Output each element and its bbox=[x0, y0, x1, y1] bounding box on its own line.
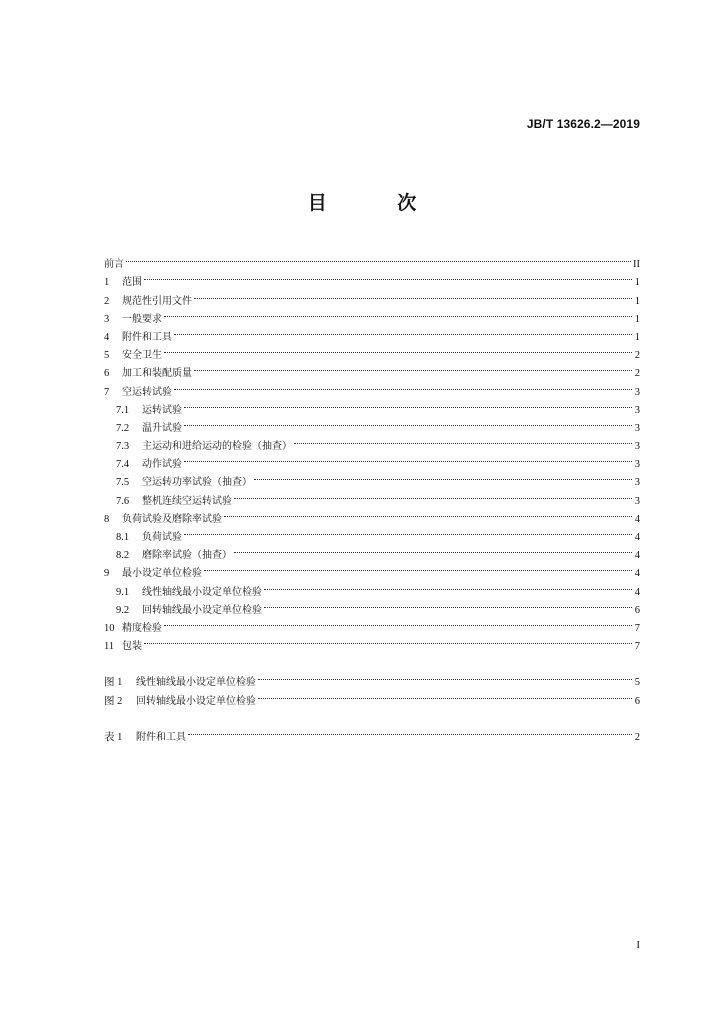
toc-dot-leader bbox=[234, 485, 632, 503]
toc-entry-label: 线性轴线最小设定单位检验 bbox=[142, 586, 262, 598]
toc-entry-label: 动作试验 bbox=[142, 459, 182, 471]
toc-dot-leader bbox=[184, 522, 632, 540]
toc-entry[interactable] bbox=[104, 449, 640, 471]
toc-entry[interactable] bbox=[104, 667, 640, 689]
toc-entry-page: 1 bbox=[634, 277, 640, 289]
toc-dot-leader bbox=[126, 249, 631, 267]
toc-dot-leader bbox=[258, 667, 632, 685]
toc-dot-leader bbox=[174, 322, 632, 340]
toc-sections bbox=[104, 249, 640, 653]
toc-entry-number: 3 bbox=[104, 313, 110, 325]
toc-entry-page: 2 bbox=[634, 368, 640, 380]
toc-entry-number: 2 bbox=[104, 295, 110, 307]
toc-entry-label: 附件和工具 bbox=[122, 331, 172, 343]
toc-entry-page: 4 bbox=[634, 532, 640, 543]
toc-spacer bbox=[104, 649, 640, 667]
toc-entry-number: 图 2 bbox=[104, 695, 123, 707]
toc-entry-page: 3 bbox=[634, 441, 640, 453]
toc-entry-page: 3 bbox=[634, 477, 640, 489]
toc-entry[interactable] bbox=[104, 431, 640, 453]
toc-entry[interactable] bbox=[104, 413, 640, 434]
toc-entry-label: 安全卫生 bbox=[122, 350, 162, 362]
toc-entry-number: 7.1 bbox=[116, 404, 130, 416]
toc-dot-leader bbox=[144, 631, 632, 649]
toc-entry-number: 7.2 bbox=[116, 422, 130, 434]
toc-entry[interactable] bbox=[104, 340, 640, 362]
toc-entry-label: 主运动和进给运动的检验（抽查） bbox=[142, 441, 292, 453]
toc-entry[interactable] bbox=[104, 522, 640, 543]
toc-entry-page: 6 bbox=[634, 695, 640, 707]
page-title: 目 次 bbox=[307, 192, 449, 214]
toc-dot-leader bbox=[164, 304, 632, 322]
toc-entry-page: 4 bbox=[634, 513, 640, 525]
toc-dot-leader bbox=[194, 358, 632, 376]
toc-entry-page: 7 bbox=[634, 622, 640, 634]
toc-dot-leader bbox=[264, 595, 632, 613]
toc-entry-page: 1 bbox=[634, 295, 640, 307]
toc-dot-leader bbox=[294, 431, 632, 449]
toc-entry-label: 运转试验 bbox=[142, 404, 182, 416]
toc-entry-number: 1 bbox=[104, 277, 110, 289]
toc-entry-label: 磨除率试验（抽查） bbox=[142, 550, 232, 562]
toc-entry[interactable] bbox=[104, 722, 640, 743]
toc-entry-page: 4 bbox=[634, 550, 640, 562]
toc-entry-number: 8.2 bbox=[116, 550, 130, 562]
toc-entry-label: 最小设定单位检验 bbox=[122, 568, 202, 580]
toc-entry[interactable] bbox=[104, 249, 640, 271]
toc-entry-page: 7 bbox=[634, 641, 640, 653]
toc-dot-leader bbox=[188, 722, 632, 740]
toc-entry-page: 1 bbox=[634, 331, 640, 343]
toc-entry-number: 7.6 bbox=[116, 495, 130, 507]
toc-entry-number: 10 bbox=[104, 622, 115, 634]
toc-dot-leader bbox=[264, 576, 632, 594]
toc-entry-page: II bbox=[633, 259, 640, 271]
toc-entry-label: 负荷试验 bbox=[142, 532, 182, 543]
toc-dot-leader bbox=[258, 685, 632, 703]
toc-entry-page: 3 bbox=[634, 404, 640, 416]
toc-entry-label: 精度检验 bbox=[122, 622, 162, 634]
toc-entry-page: 3 bbox=[634, 459, 640, 471]
toc-entry-number: 表 1 bbox=[104, 731, 123, 743]
toc-entry-page: 4 bbox=[634, 586, 640, 598]
toc-entry-page: 3 bbox=[634, 386, 640, 398]
toc-entry-page: 6 bbox=[634, 604, 640, 616]
toc-entry-number: 8 bbox=[104, 513, 110, 525]
toc-entry-number: 图 1 bbox=[104, 677, 123, 689]
toc-entry[interactable] bbox=[104, 267, 640, 289]
toc-dot-leader bbox=[204, 558, 632, 576]
toc-entry-number: 9.1 bbox=[116, 586, 130, 598]
toc-entry-page: 1 bbox=[634, 313, 640, 325]
toc-entry[interactable] bbox=[104, 322, 640, 343]
toc-entry-number: 9 bbox=[104, 568, 110, 580]
toc-entry[interactable] bbox=[104, 613, 640, 634]
toc-entry-number: 5 bbox=[104, 350, 110, 362]
toc-dot-leader bbox=[164, 613, 632, 631]
toc-entry-label: 包装 bbox=[122, 641, 142, 653]
toc-entry-page: 4 bbox=[634, 568, 640, 580]
toc-entry-label: 一般要求 bbox=[122, 313, 162, 325]
toc-dot-leader bbox=[234, 540, 632, 558]
toc-entry-number: 4 bbox=[104, 331, 110, 343]
toc-entry[interactable] bbox=[104, 358, 640, 380]
table-of-contents bbox=[104, 249, 640, 743]
toc-entry-page: 3 bbox=[634, 422, 640, 434]
toc-entry[interactable] bbox=[104, 376, 640, 398]
toc-figures bbox=[104, 667, 640, 707]
toc-dot-leader bbox=[174, 376, 632, 394]
toc-entry-page: 2 bbox=[634, 731, 640, 743]
toc-entry-number: 7.4 bbox=[116, 459, 130, 471]
toc-dot-leader bbox=[164, 340, 632, 358]
toc-entry-label: 温升试验 bbox=[142, 422, 182, 434]
toc-entry-number: 7 bbox=[104, 386, 110, 398]
toc-entry-label: 前言 bbox=[104, 259, 124, 271]
toc-entry-number: 7.5 bbox=[116, 477, 130, 489]
standard-number: JB/T 13626.2—2019 bbox=[526, 117, 640, 131]
toc-entry-label: 规范性引用文件 bbox=[122, 295, 192, 307]
toc-entry-page: 3 bbox=[634, 495, 640, 507]
toc-entry-number: 6 bbox=[104, 368, 110, 380]
toc-tables bbox=[104, 722, 640, 743]
toc-entry-label: 负荷试验及磨除率试验 bbox=[122, 513, 222, 525]
toc-entry-label: 空运转试验 bbox=[122, 386, 172, 398]
toc-entry-number: 11 bbox=[104, 641, 115, 653]
toc-entry[interactable] bbox=[104, 285, 640, 307]
toc-dot-leader bbox=[254, 467, 632, 485]
toc-dot-leader bbox=[144, 267, 632, 285]
toc-dot-leader bbox=[184, 449, 632, 467]
toc-entry-label: 范围 bbox=[122, 277, 142, 289]
toc-entry-label: 整机连续空运转试验 bbox=[142, 495, 232, 507]
toc-dot-leader bbox=[184, 413, 632, 431]
toc-entry-number: 9.2 bbox=[116, 604, 130, 616]
toc-entry-label: 线性轴线最小设定单位检验 bbox=[136, 677, 256, 689]
toc-dot-leader bbox=[194, 285, 632, 303]
toc-entry[interactable] bbox=[104, 631, 640, 653]
toc-entry-page: 2 bbox=[634, 350, 640, 362]
toc-entry-label: 附件和工具 bbox=[136, 731, 186, 743]
toc-entry[interactable] bbox=[104, 395, 640, 416]
toc-entry-number: 8.1 bbox=[116, 532, 130, 543]
toc-dot-leader bbox=[184, 395, 632, 413]
toc-entry-label: 回转轴线最小设定单位检验 bbox=[136, 695, 256, 707]
toc-entry[interactable] bbox=[104, 540, 640, 562]
toc-entry-label: 空运转功率试验（抽查） bbox=[142, 477, 252, 489]
toc-entry[interactable] bbox=[104, 304, 640, 325]
toc-entry[interactable] bbox=[104, 467, 640, 489]
toc-entry-label: 回转轴线最小设定单位检验 bbox=[142, 604, 262, 616]
toc-entry-page: 5 bbox=[634, 677, 640, 689]
page-number: I bbox=[636, 939, 640, 951]
toc-entry-number: 7.3 bbox=[116, 441, 130, 453]
toc-entry-label: 加工和装配质量 bbox=[122, 368, 192, 380]
toc-dot-leader bbox=[224, 504, 632, 522]
